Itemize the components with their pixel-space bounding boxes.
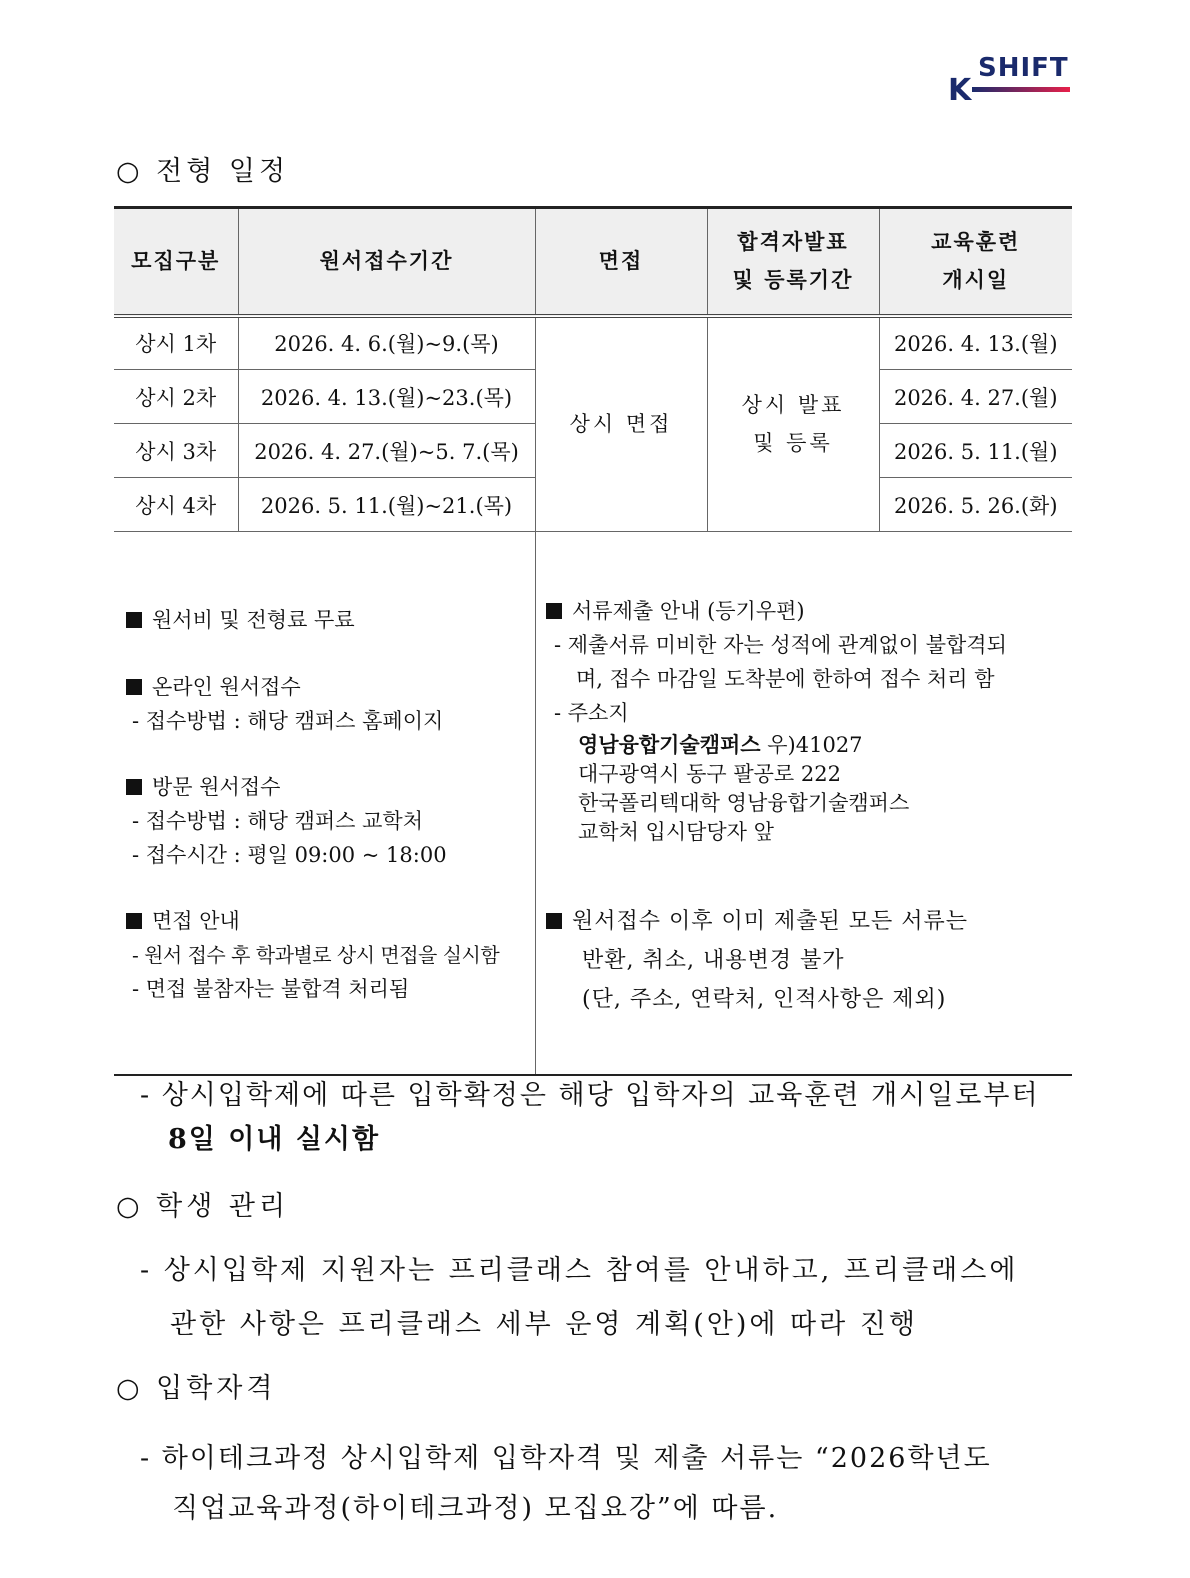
interview-cell: 상시 면접 <box>535 316 707 532</box>
row-category: 상시 2차 <box>114 370 238 424</box>
square-bullet-icon <box>126 612 142 628</box>
student-management <box>140 1244 1018 1352</box>
header-start-line2: 개시일 <box>942 267 1010 293</box>
student-heading: ○ 학생 관리 <box>116 1191 290 1222</box>
docs-title: 서류제출 안내 (등기우편) <box>572 599 805 623</box>
return-block <box>546 902 968 1019</box>
visit-method: - 접수방법 : 해당 캠퍼스 교학처 <box>132 809 423 833</box>
announce-line2: 및 등록 <box>753 431 833 456</box>
header-start <box>879 208 1072 316</box>
qualification-line2: 직업교육과정(하이테크과정) 모집요강”에 따름. <box>172 1493 779 1524</box>
info-divider <box>535 532 536 1074</box>
announce-cell <box>707 316 879 532</box>
schedule-table <box>114 206 1072 532</box>
postal-code: 우)41027 <box>760 733 863 757</box>
interview-line1: - 원서 접수 후 학과별로 상시 면접을 실시함 <box>132 943 500 967</box>
interview-title: 면접 안내 <box>152 909 240 933</box>
fee-text: 원서비 및 전형료 무료 <box>152 608 355 632</box>
row-start-date: 2026. 4. 13.(월) <box>879 316 1072 370</box>
address-block <box>578 730 909 847</box>
interview-line2: - 면접 불참자는 불합격 처리됨 <box>132 977 410 1001</box>
return-line1: 원서접수 이후 이미 제출된 모든 서류는 <box>572 909 968 934</box>
header-interview: 면접 <box>535 208 707 316</box>
docs-line1: - 제출서류 미비한 자는 성적에 관계없이 불합격되 <box>554 633 1007 657</box>
online-method: - 접수방법 : 해당 캠퍼스 홈페이지 <box>132 709 444 733</box>
campus-name: 영남융합기술캠퍼스 <box>578 732 761 757</box>
row-category: 상시 4차 <box>114 478 238 532</box>
row-period: 2026. 5. 11.(월)~21.(목) <box>238 478 535 532</box>
visit-title: 방문 원서접수 <box>152 775 281 799</box>
docs-block <box>546 594 1007 730</box>
logo-letter: K <box>948 73 972 108</box>
square-bullet-icon <box>546 913 562 929</box>
square-bullet-icon <box>126 679 142 695</box>
online-block <box>126 670 443 738</box>
schedule-heading: ○ 전형 일정 <box>116 156 290 187</box>
interview-block <box>126 904 499 1006</box>
qualification-line1: - 하이테크과정 상시입학제 입학자격 및 제출 서류는 “2026학년도 <box>140 1443 992 1474</box>
fee-block <box>126 603 355 637</box>
row-period: 2026. 4. 27.(월)~5. 7.(목) <box>238 424 535 478</box>
announce-line1: 상시 발표 <box>741 393 845 418</box>
header-category: 모집구분 <box>114 208 238 316</box>
visit-time: - 접수시간 : 평일 09:00 ~ 18:00 <box>132 843 447 867</box>
qualification <box>140 1434 992 1534</box>
table-row <box>114 316 1072 370</box>
header-start-line1: 교육훈련 <box>931 229 1021 255</box>
info-box <box>114 532 1072 1076</box>
row-category: 상시 3차 <box>114 424 238 478</box>
row-start-date: 2026. 5. 26.(화) <box>879 478 1072 532</box>
kshift-logo <box>948 54 1072 106</box>
row-category: 상시 1차 <box>114 316 238 370</box>
logo-word: SHIFT <box>978 53 1069 83</box>
logo-bar <box>972 87 1070 92</box>
qualification-heading: ○ 입학자격 <box>116 1373 277 1404</box>
admission-confirm-line1: - 상시입학제에 따른 입학확정은 해당 입학자의 교육훈련 개시일로부터 <box>140 1080 1040 1111</box>
header-period: 원서접수기간 <box>238 208 535 316</box>
admission-confirm-line2: 8일 이내 실시함 <box>168 1124 381 1155</box>
return-line3: (단, 주소, 연락처, 인적사항은 제외) <box>582 987 947 1012</box>
table-header-row <box>114 208 1072 316</box>
address-label: - 주소지 <box>554 701 629 725</box>
header-announce-line1: 합격자발표 <box>737 229 849 255</box>
square-bullet-icon <box>126 779 142 795</box>
square-bullet-icon <box>546 603 562 619</box>
admission-confirm <box>140 1074 1040 1162</box>
address-line2: 한국폴리텍대학 영남융합기술캠퍼스 <box>578 791 910 815</box>
row-period: 2026. 4. 6.(월)~9.(목) <box>238 316 535 370</box>
address-line3: 교학처 입시담당자 앞 <box>578 820 774 844</box>
docs-line2: 며, 접수 마감일 도착분에 한하여 접수 처리 함 <box>576 667 995 691</box>
student-line1: - 상시입학제 지원자는 프리클래스 참여를 안내하고, 프리클래스에 <box>140 1255 1019 1286</box>
row-period: 2026. 4. 13.(월)~23.(목) <box>238 370 535 424</box>
return-line2: 반환, 취소, 내용변경 불가 <box>582 948 845 973</box>
row-start-date: 2026. 4. 27.(월) <box>879 370 1072 424</box>
header-announce-line2: 및 등록기간 <box>732 267 854 293</box>
online-title: 온라인 원서접수 <box>152 675 301 699</box>
header-announce <box>707 208 879 316</box>
row-start-date: 2026. 5. 11.(월) <box>879 424 1072 478</box>
visit-block <box>126 770 447 872</box>
address-line1: 대구광역시 동구 팔공로 222 <box>578 762 841 786</box>
student-line2: 관한 사항은 프리클래스 세부 운영 계획(안)에 따라 진행 <box>170 1309 918 1340</box>
square-bullet-icon <box>126 913 142 929</box>
